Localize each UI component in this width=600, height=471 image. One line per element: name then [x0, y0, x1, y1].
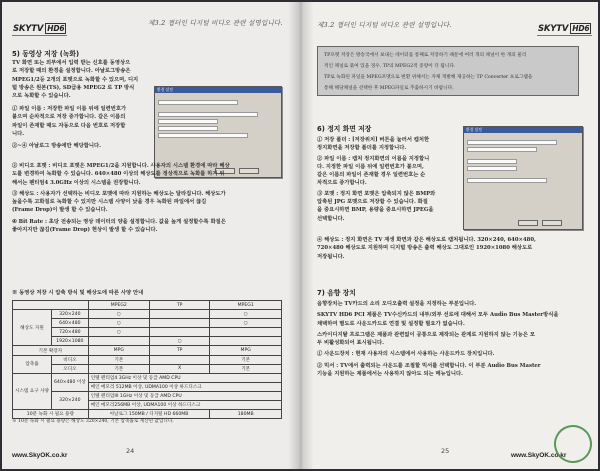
table-row: 메인 메모리 512MB 이상, UDMA100 이상 하드디스크	[13, 382, 282, 391]
table-row: 압축률 비디오 기본 기본	[13, 355, 282, 364]
table-row: 해상도 지원 320×240 ○ ○	[13, 310, 282, 319]
table-footnote: ※ 10분 녹화 시 필요 용량은 해상도 320×240, 기본 압축률로 계산된 값입니다.	[12, 419, 174, 424]
table-row: 1920×1080 ○	[13, 337, 282, 346]
right-page	[301, 2, 598, 469]
items-long: ② 비디오 포맷 : 비디오 포맷은 MPEG1/2을 지원합니다. 사용자의 시스템 환경에 따라 해상 도를 변경하여 녹화할 수 있습니다. 640×480 이상의 해상도를 정상적으로 녹화를 하기 위 해서는 펜티엄4 3.0GHz 이상의 시스템을 권장합니다. ③ 해상도 : 사용자가 선택하는 비디오 포맷에 따라 지원하는 해상도는 달라집니다. 해상도가 높을수록 고화질로 녹화할 수 있지만 시스템 사양이 낮을 경우 녹화된 파일에서 끊김 (Frame Drop)이 발생 할 수 있습니다. ④ Bit Rate : 초당 전송되는 영상 데이터의 양을 설정합니다. 값을 높게 설정할수록 화질은 좋아지지만 끊김(Frame Drop) 현상이 발생 할 수 있습니다.	[12, 163, 230, 234]
skytv-logo-right: SKYTV HD6	[537, 23, 592, 36]
still-capture-items: ① 저장 폴더 : [저장위치] 버튼을 눌러서 캡처한 정지화면을 저장할 폴더를 지정합니다. ② 파일 이름 : 캡처 정지화면의 이름을 지정합니 다. 지정한 파일 이름 뒤에 일련번호가 붙으며, 같은 이름의 파일이 존재할 경우 일련번호는 순 차적으로 증가합니다. ③ 포맷 : 정지 화면 포맷은 압축되지 않은 BMP와 압축된 JPG 포맷으로 저장할 수 있습니다. 화질 을 중요시하면 BMP, 용량을 중요시하면 JPEG을 선택합니다.	[317, 137, 436, 222]
handwritten-note-right: 제3.2 챕터인 디지털 비디오 관련 설명입니다.	[317, 21, 452, 29]
section-title-video-record: 5) 동영상 저장 (녹화)	[12, 50, 80, 58]
audio-section-text: 음향장치는 TV카드의 소리 오디오출력 설정을 지정하는 부분입니다. SKYTV HD6 PCI 제품은 TV수신카드의 내부/외부 선로에 대해서 모두 Audio Bus Master방식을 채택하여 별도로 사운드카드로 연결 및 설정할 필요가 없습니다. 스카이디지탈 프로그램은 제품과 관련없이 공통으로 제작되는 관계로 지원하지 않는 기능은 모 두 비활성화되어 표시됩니다. ① 사운드장치 : 현재 사용자의 시스템에서 사용하는 사운드카드 장치입니다. ② 믹서 : TV에서 출력되는 사운드를 조절할 믹서를 선택합니다. 이 부분 Audio Bus Master 기능을 지원하는 제품에서는 사용하지 않아도 되는 메뉴입니다.	[317, 301, 559, 378]
site-url-right: www.SkyOK.co.kr	[511, 452, 567, 459]
section-title-audio: 7) 음향 장치	[317, 289, 356, 297]
left-page	[2, 2, 299, 469]
watermark-stamp	[549, 420, 597, 468]
table-row: 시스템 요구 사양 640×480 이상 인텔 펜티엄4 3GHz 이상 및 동급 AMD CPU	[13, 373, 282, 382]
table-row: MPEG2 TP MPEG1	[13, 301, 282, 310]
table-row: 320×240 인텔 펜티엄III 1GHz 이상 및 동급 AMD CPU	[13, 391, 282, 400]
table-row: 10분 녹화 시 필요 용량 아날로그 150MB / 디지털 HD 660MB 180MB	[13, 410, 282, 419]
table-row: 720×480 ○	[13, 328, 282, 337]
dialog-title: 환경 설정	[155, 87, 281, 93]
right-header	[537, 16, 592, 36]
table-row: 640×480 ○ ○	[13, 319, 282, 328]
section-title-still-capture: 6) 정지 화면 저장	[317, 125, 372, 133]
page-number-right: 25	[441, 447, 450, 455]
dialog-title-right: 환경 설정	[464, 127, 582, 133]
spec-table	[12, 300, 282, 419]
skytv-logo: SKYTV HD6	[12, 23, 67, 36]
handwritten-note: 제3.2 챕터인 디지털 비디오 관련 설명입니다.	[148, 19, 283, 27]
left-header	[12, 16, 67, 36]
table-row: 기본 확장자 MPG TP MPG	[13, 346, 282, 355]
table-row: 오디오 기본 X 기본	[13, 364, 282, 373]
items-short: ① 파일 이름 : 저장한 파일 이름 뒤에 일련번호가 붙으며 순차적으로 저장 증가합니다. 같은 이름의 파일이 존재할 때도 자동으로 다음 번호로 저장합 니다. ②~④ 아날로그 방송에만 해당합니다.	[12, 106, 127, 150]
table-caption: ※ 동영상 저장 시 압축 방식 및 해상도에 따른 사양 안내	[12, 290, 144, 296]
site-url-left: www.SkyOK.co.kr	[12, 452, 68, 459]
tp-notice-box: TP포맷 저장은 방송국에서 보내는 데이터를 통째로 저장하기 때문에 여러 개의 채널이 한 개의 물리 적인 채널로 묶여 있을 경우, TP의 MPEG2적 증량이 더 됩니다. TP로 녹화된 파일을 MPEG포맷으로 변환 위해서는 자체 개발해 제공하는 TP Converter 프로그램을 통해 해당채널을 선택한 후 MPEG파일로 추출하시기 바랍니다.	[317, 46, 579, 96]
table-row: 메인 메모리256MB 이상, UDMA100 이상 하드디스크	[13, 401, 282, 410]
intro-paragraph: TV 화면 또는 외부에서 입력 받는 신호를 동영상으 로 저장할 때의 환경을 설정합니다. 아날로그방송은 MPEG1/2등 2개의 포맷으로 녹화할 수 있으며, 디지 털 방송은 원본(TS), SD급용 MPEG2 로 TP 방식 으로 녹화할 수 있습니다.	[12, 60, 139, 100]
capture-dialog-screenshot	[463, 126, 583, 230]
resolution-item: ④ 해상도 : 정지 화면은 TV 재생 화면과 같은 해상도로 캡처됩니다. 320×240, 640×480, 720×480 해상도로 지원하며 디지털 방송은 출력 해상도 그대로인 1920×1080 해상도로 저장됩니다.	[317, 237, 536, 260]
page-number-left: 24	[126, 447, 135, 455]
scanned-manual-spread	[2, 2, 598, 469]
